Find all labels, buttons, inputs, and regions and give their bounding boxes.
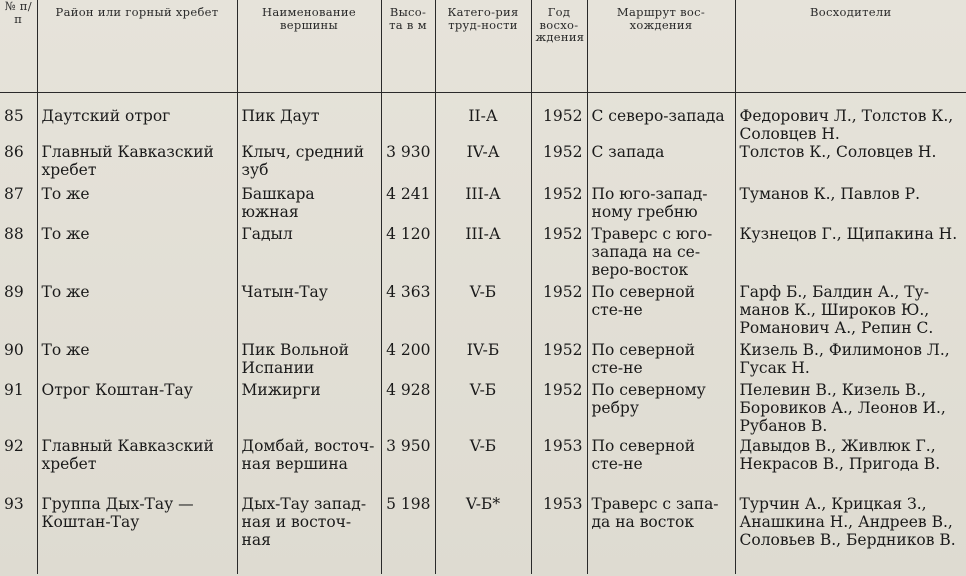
cell-height: 4 928 [381, 381, 435, 437]
cell-height: 5 198 [381, 495, 435, 574]
cell-peak: Клыч, средний зуб [237, 143, 381, 185]
cell-height: 4 363 [381, 283, 435, 341]
cell-peak: Пик Даут [237, 92, 381, 143]
cell-route: Траверс с юго-запада на се-веро-восток [587, 225, 735, 283]
cell-year: 1952 [531, 381, 587, 437]
header-height: Высо-та в м [381, 0, 435, 92]
cell-height: 4 120 [381, 225, 435, 283]
cell-route: По юго-запад-ному гребню [587, 185, 735, 225]
cell-category: V-Б [435, 381, 531, 437]
cell-peak: Башкара южная [237, 185, 381, 225]
table-row [0, 225, 966, 283]
cell-height [381, 92, 435, 143]
cell-region: То же [37, 341, 237, 381]
cell-region: То же [37, 283, 237, 341]
table-row [0, 381, 966, 437]
cell-route: По северной сте-не [587, 437, 735, 495]
header-peak: Наименование вершины [237, 0, 381, 92]
cell-peak: Дых-Тау запад-ная и восточ-ная [237, 495, 381, 574]
cell-climbers: Кузнецов Г., Щипакина Н. [735, 225, 966, 283]
cell-category: III-А [435, 185, 531, 225]
header-num: № п/п [0, 0, 37, 92]
cell-height: 3 930 [381, 143, 435, 185]
cell-year: 1952 [531, 143, 587, 185]
cell-climbers: Туманов К., Павлов Р. [735, 185, 966, 225]
cell-category: IV-А [435, 143, 531, 185]
cell-peak: Домбай, восточ-ная вершина [237, 437, 381, 495]
cell-route: По северной сте-не [587, 283, 735, 341]
cell-num: 87 [4, 184, 24, 203]
cell-peak: Чатын-Тау [237, 283, 381, 341]
header-region: Район или горный хребет [37, 0, 237, 92]
cell-year: 1952 [531, 92, 587, 143]
cell-peak: Гадыл [237, 225, 381, 283]
cell-num: 85 [4, 106, 24, 125]
table-row [0, 143, 966, 185]
cell-route: По северному ребру [587, 381, 735, 437]
header-category: Катего-рия труд-ности [435, 0, 531, 92]
cell-category: III-А [435, 225, 531, 283]
cell-region: Даутский отрог [37, 92, 237, 143]
cell-category: II-А [435, 92, 531, 143]
cell-climbers: Кизель В., Филимонов Л., Гусак Н. [735, 341, 966, 381]
cell-height: 3 950 [381, 437, 435, 495]
cell-peak: Мижирги [237, 381, 381, 437]
header-route: Маршрут вос-хождения [587, 0, 735, 92]
cell-peak: Пик Вольной Испании [237, 341, 381, 381]
cell-num: 88 [4, 224, 24, 243]
cell-climbers: Турчин А., Крицкая З., Анашкина Н., Андреев В., Соловьев В., Бердников В. [735, 495, 966, 574]
cell-region: Главный Кавказский хребет [37, 437, 237, 495]
cell-route: По северной сте-не [587, 341, 735, 381]
cell-region: Главный Кавказский хребет [37, 143, 237, 185]
cell-climbers: Пелевин В., Кизель В., Боровиков А., Леонов И., Рубанов В. [735, 381, 966, 437]
cell-year: 1953 [531, 495, 587, 574]
cell-num: 93 [4, 494, 24, 513]
cell-year: 1953 [531, 437, 587, 495]
cell-num: 89 [4, 282, 24, 301]
cell-num: 90 [4, 340, 24, 359]
cell-num: 86 [4, 142, 24, 161]
table-row [0, 437, 966, 495]
cell-climbers: Гарф Б., Балдин А., Ту-манов К., Широков Ю., Романович А., Репин С. [735, 283, 966, 341]
cell-num: 91 [4, 380, 24, 399]
cell-category: V-Б [435, 437, 531, 495]
cell-route: Траверс с запа-да на восток [587, 495, 735, 574]
table-row [0, 92, 966, 143]
cell-year: 1952 [531, 225, 587, 283]
cell-height: 4 241 [381, 185, 435, 225]
cell-num: 92 [4, 436, 24, 455]
header-row [0, 0, 966, 92]
cell-climbers: Федорович Л., Толстов К., Соловцев Н. [735, 92, 966, 143]
header-climbers: Восходители [735, 0, 966, 92]
cell-height: 4 200 [381, 341, 435, 381]
cell-category: IV-Б [435, 341, 531, 381]
cell-category: V-Б* [435, 495, 531, 574]
cell-climbers: Толстов К., Соловцев Н. [735, 143, 966, 185]
table-row [0, 341, 966, 381]
header-year: Год восхо-ждения [531, 0, 587, 92]
cell-year: 1952 [531, 185, 587, 225]
cell-route: С северо-запада [587, 92, 735, 143]
table-row [0, 185, 966, 225]
cell-region: Группа Дых-Тау — Коштан-Тау [37, 495, 237, 574]
cell-region: То же [37, 185, 237, 225]
cell-year: 1952 [531, 283, 587, 341]
table-row [0, 283, 966, 341]
cell-region: То же [37, 225, 237, 283]
cell-year: 1952 [531, 341, 587, 381]
cell-category: V-Б [435, 283, 531, 341]
table-row [0, 495, 966, 574]
cell-climbers: Давыдов В., Живлюк Г., Некрасов В., Пригода В. [735, 437, 966, 495]
cell-region: Отрог Коштан-Тау [37, 381, 237, 437]
cell-route: С запада [587, 143, 735, 185]
